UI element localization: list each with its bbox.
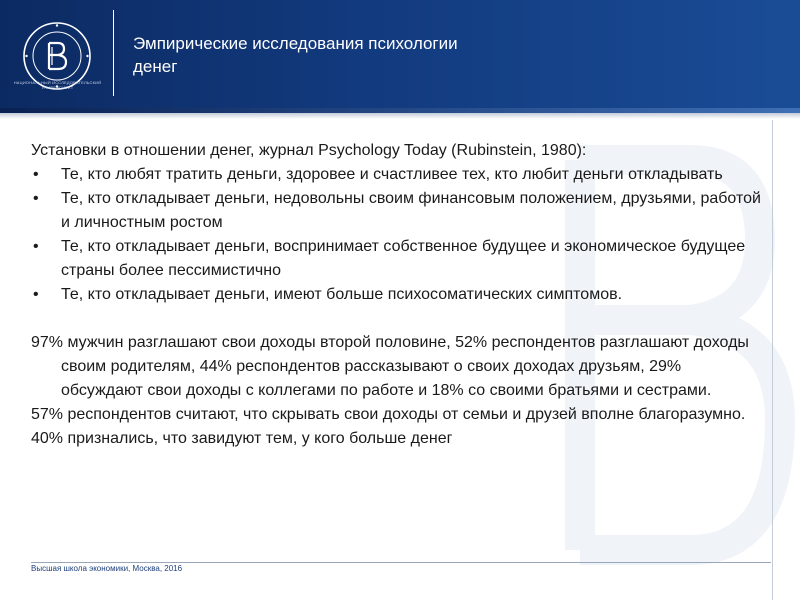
bullet-text: Те, кто любят тратить деньги, здоровее и счастливее тех, кто любит деньги откладывать: [61, 166, 723, 183]
stat-paragraph-3: 40% признались, что завидуют тем, у кого больше денег: [31, 430, 453, 447]
bullet-text: Те, кто откладывает деньги, воспринимает собственное будущее и экономическое будущее страны более пессимистично: [61, 238, 746, 279]
logo-caption: НАЦИОНАЛЬНЫЙ ИССЛЕДОВАТЕЛЬСКИЙ УНИВЕРСИТЕТ: [13, 80, 102, 90]
title-line-2: денег: [133, 57, 178, 76]
bullet-marker: •: [33, 190, 39, 207]
bullet-marker: •: [33, 238, 39, 255]
bullet-list: [31, 163, 761, 307]
slide-body: [31, 139, 761, 451]
bullet-text: Те, кто откладывает деньги, имеют больше психосоматических симптомов.: [61, 286, 623, 303]
stat-paragraph-2: 57% респондентов считают, что скрывать свои доходы от семьи и друзей вполне благоразумно.: [31, 406, 746, 423]
bullet-item: [31, 163, 761, 187]
bullet-item: [31, 187, 761, 235]
spacer: [31, 307, 761, 331]
bullet-text: Те, кто откладывает деньги, недовольны своим финансовым положением, друзьями, работой и личностным ростом: [61, 190, 761, 231]
right-border-line: [772, 120, 773, 600]
footer-divider: [31, 562, 771, 563]
bullet-item: [31, 283, 761, 307]
title-line-1: Эмпирические исследования психологии: [133, 34, 458, 53]
bullet-item: [31, 235, 761, 283]
footer-text: Высшая школа экономики, Москва, 2016: [31, 564, 183, 573]
slide-title: [133, 32, 553, 78]
bullet-marker: •: [33, 166, 39, 183]
intro-text: Установки в отношении денег, журнал Psychology Today (Rubinstein, 1980):: [31, 142, 587, 159]
stat-paragraph-1: 97% мужчин разглашают свои доходы второй половине, 52% респондентов разглашают доходы своим родителям, 44% респондентов рассказывают о своих доходах друзьям, 29% обсуждают свои доходы с коллегами по работе и 18% со своими братьями и сестрами.: [31, 334, 749, 399]
header-divider: [113, 10, 114, 96]
bullet-marker: •: [33, 286, 39, 303]
header-band: [0, 0, 800, 108]
header-shadow: [0, 113, 800, 119]
